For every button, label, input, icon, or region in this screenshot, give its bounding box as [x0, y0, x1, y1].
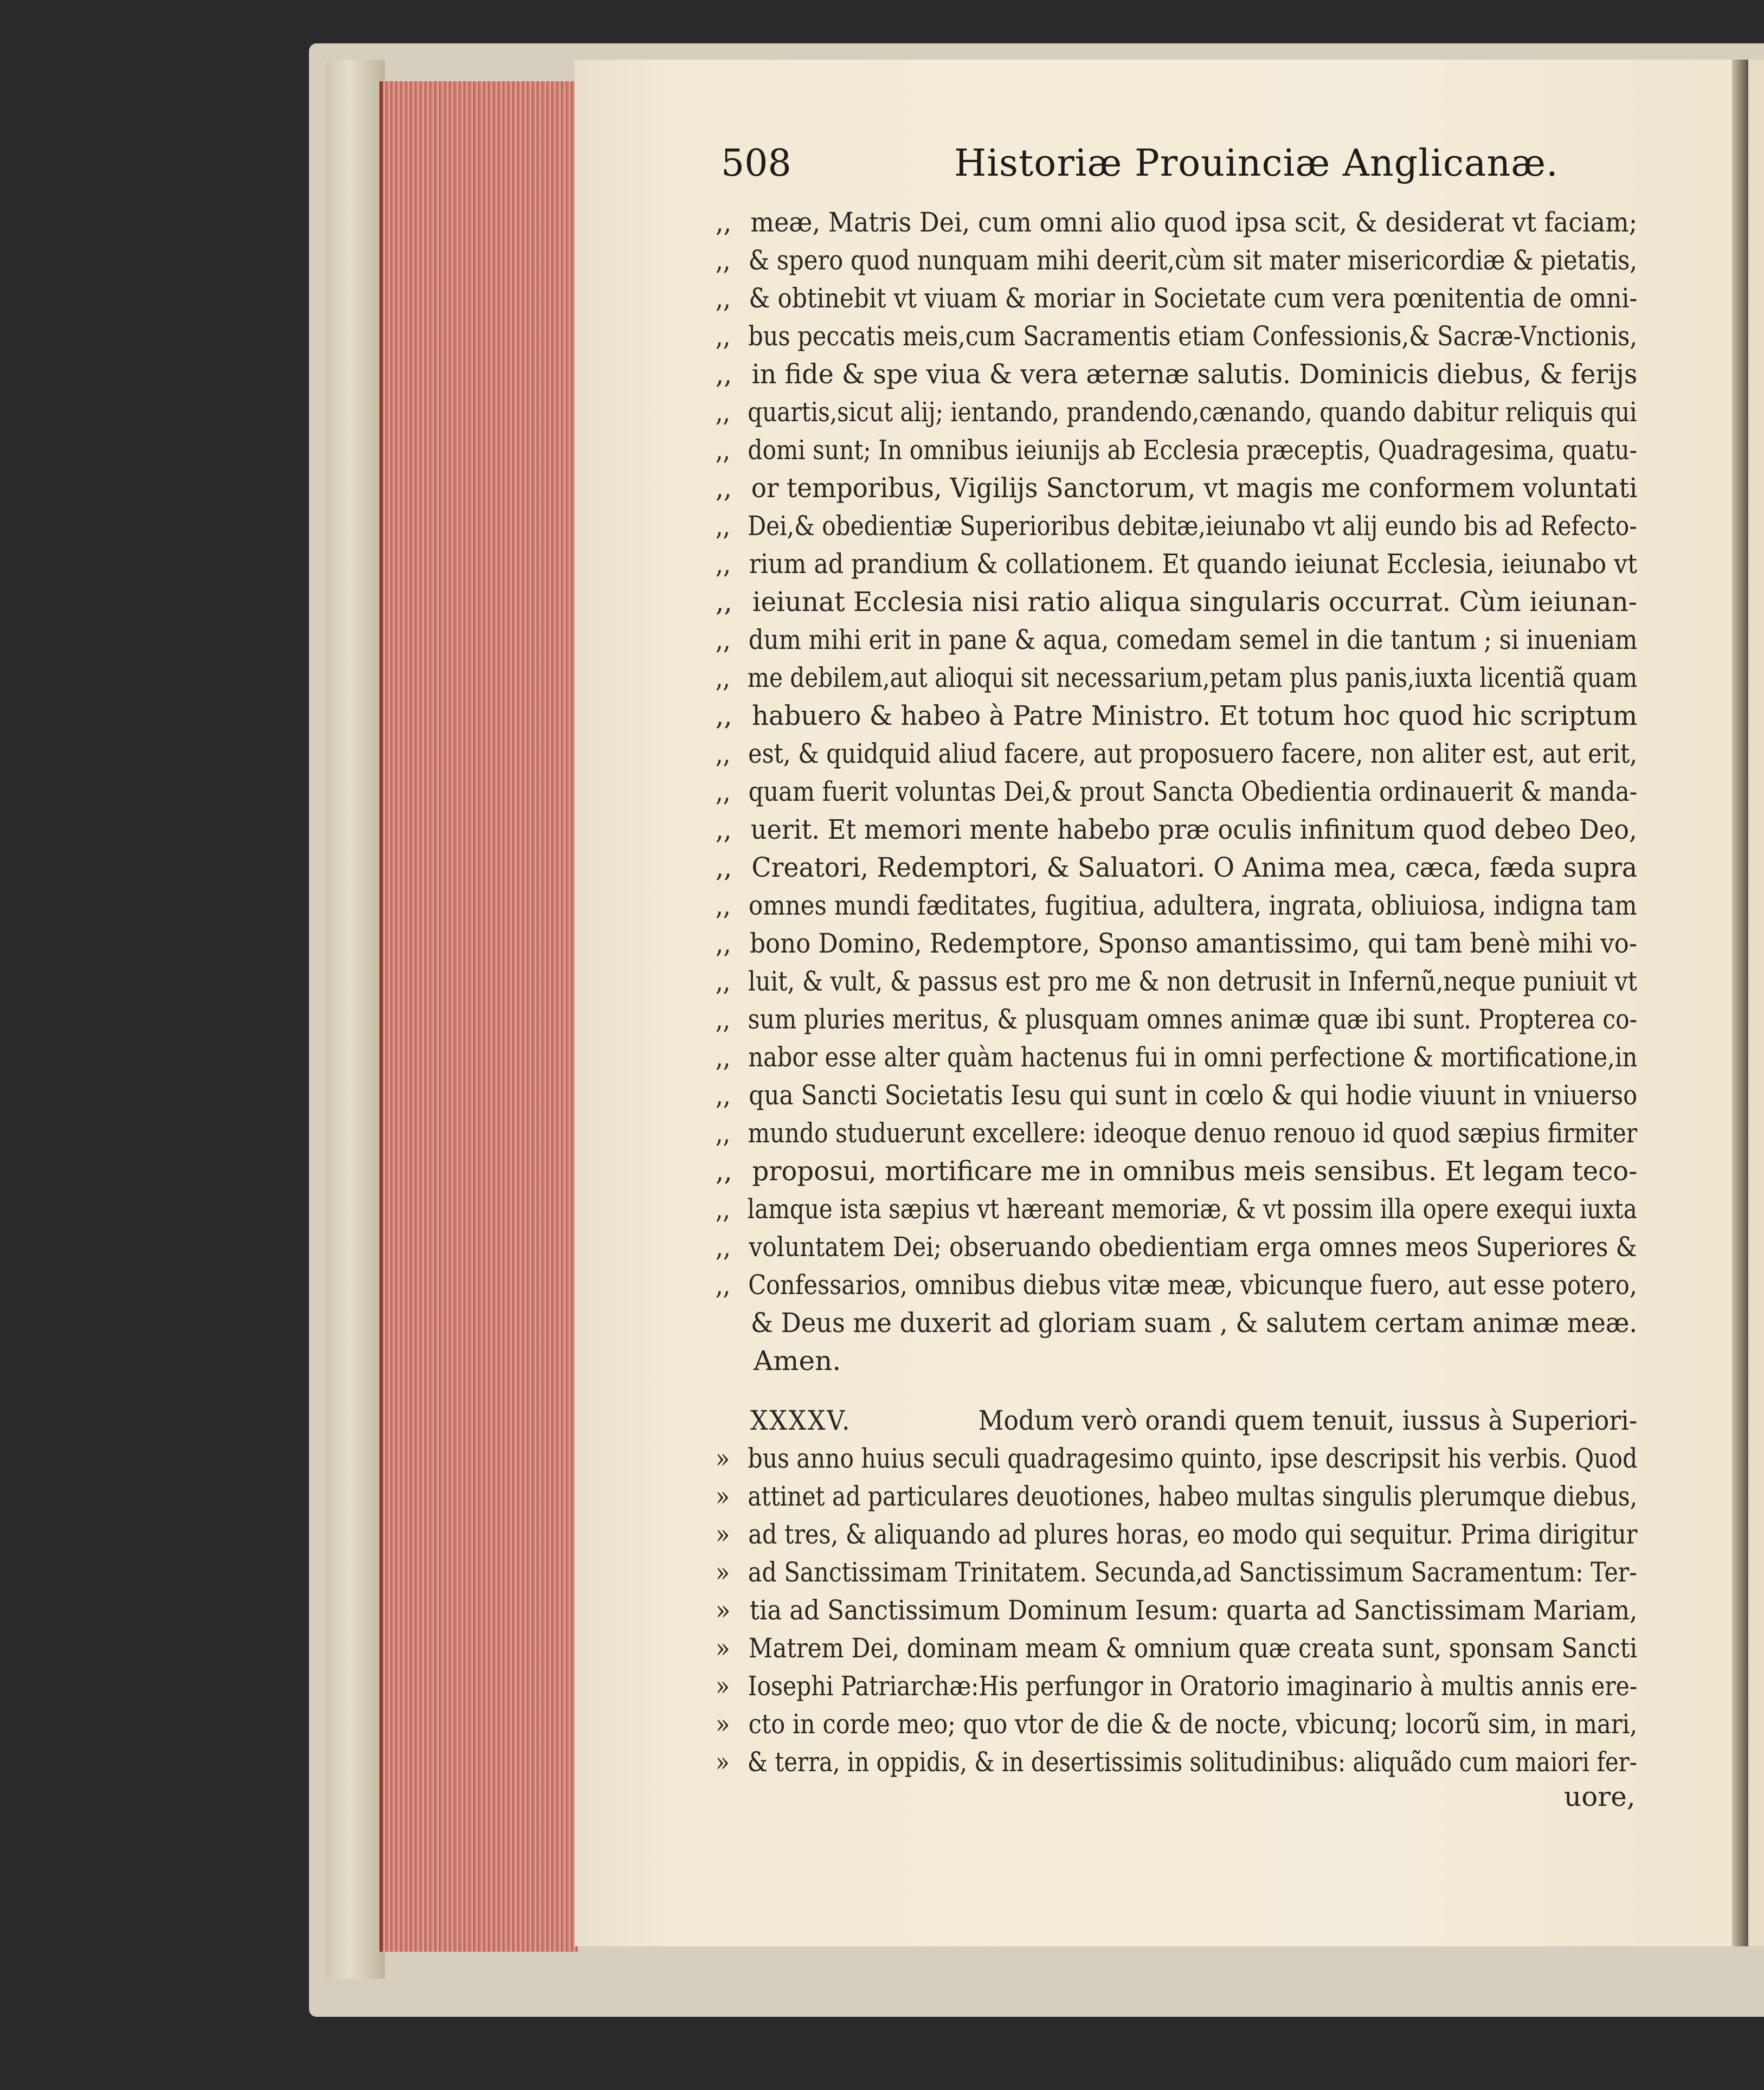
section-heading-line [716, 1401, 1637, 1439]
text-line: ,, voluntatem Dei; obseruando obedientiam erga omnes meos Superiores & [716, 1231, 1637, 1263]
text-line: ,, lamque ista sæpius vt hæreant memoriæ, & vt possim illa opere exequi iuxta [716, 1193, 1637, 1225]
text-line: Amen. [754, 1345, 841, 1377]
text-line: ,, domi sunt; In omnibus ieiunijs ab Ecclesia præceptis, Quadragesima, quatu- [716, 434, 1638, 466]
page-block-edge [379, 81, 578, 1952]
text-line: ,, me debilem,aut alioqui sit necessarium,petam plus panis,iuxta licentiã quam [716, 662, 1638, 693]
book-cover-edge [325, 60, 385, 1979]
page-number: 508 [721, 142, 791, 185]
text-line: ,, meæ, Matris Dei, cum omni alio quod ipsa scit, & desiderat vt faciam; [716, 207, 1638, 238]
text-line: ,, in fide & spe viua & vera æternæ salutis. Dominicis diebus, & ferijs [716, 358, 1638, 390]
text-line: ,, quartis,sicut alij; ientando, prandendo,cænando, quando dabitur reliquis qui [716, 396, 1637, 428]
text-line: ,, or temporibus, Vigilijs Sanctorum, vt magis me conformem voluntati [716, 472, 1638, 504]
book-gutter [1732, 60, 1748, 1946]
text-line: ,, proposui, mortificare me in omnibus meis sensibus. Et legam teco- [716, 1155, 1638, 1187]
text-line: ,, rium ad prandium & collationem. Et quando ieiunat Ecclesia, ieiunabo vt [716, 548, 1637, 580]
text-line: » ad Sanctissimam Trinitatem. Secunda,ad Sanctissimum Sacramentum: Ter- [716, 1557, 1637, 1588]
text-line: ,, quam fuerit voluntas Dei,& prout Sancta Obedientia ordinauerit & manda- [716, 776, 1638, 807]
catchword: uore, [1564, 1781, 1636, 1812]
text-line: ,, uerit. Et memori mente habebo præ oculis infinitum quod debeo Deo, [716, 814, 1637, 845]
text-line: & Deus me duxerit ad gloriam suam , & salutem certam animæ meæ. [750, 1307, 1638, 1339]
text-line: ,, mundo studuerunt excellere: ideoque denuo renouo id quod sæpius firmiter [716, 1117, 1638, 1149]
facing-page-edge [1748, 60, 1764, 1946]
running-title: Historiæ Prouinciæ Anglicanæ. [954, 142, 1559, 185]
text-line: ,, ieiunat Ecclesia nisi ratio aliqua singularis occurrat. Cùm ieiunan- [716, 586, 1638, 618]
text-line: ,, & spero quod nunquam mihi deerit,cùm sit mater misericordiæ & pietatis, [716, 245, 1638, 276]
text-line: » & terra, in oppidis, & in desertissimis solitudinibus: aliquãdo cum maiori fer- [716, 1746, 1637, 1778]
text-line: » Matrem Dei, dominam meam & omnium quæ creata sunt, sponsam Sancti [716, 1632, 1638, 1664]
text-line: » Iosephi Patriarchæ:His perfungor in Oratorio imaginario à multis annis ere- [716, 1670, 1638, 1702]
text-line: ,, & obtinebit vt viuam & moriar in Societate cum vera pœnitentia de omni- [716, 282, 1638, 314]
text-line: » tia ad Sanctissimum Dominum Iesum: quarta ad Sanctissimam Mariam, [716, 1594, 1638, 1626]
text-line: ,, bus peccatis meis,cum Sacramentis etiam Confessionis,& Sacræ-Vnctionis, [716, 320, 1637, 352]
text-line: ,, omnes mundi fæditates, fugitiua, adultera, ingrata, obliuiosa, indigna tam [716, 890, 1637, 921]
text-line: » bus anno huius seculi quadragesimo quinto, ipse descripsit his verbis. Quod [716, 1443, 1638, 1474]
text-line: » ad tres, & aliquando ad plures horas, eo modo qui sequitur. Prima dirigitur [716, 1519, 1638, 1550]
text-line: » attinet ad particulares deuotiones, habeo multas singulis plerumque diebus, [716, 1481, 1638, 1512]
running-header [721, 142, 1621, 191]
text-line: ,, bono Domino, Redemptore, Sponso amantissimo, qui tam benè mihi vo- [716, 928, 1638, 959]
text-line: ,, dum mihi erit in pane & aqua, comedam semel in die tantum ; si inueniam [716, 624, 1638, 655]
text-line: ,, sum pluries meritus, & plusquam omnes animæ quæ ibi sunt. Propterea co- [716, 1004, 1638, 1035]
text-line: ,, Creatori, Redemptori, & Saluatori. O Anima mea, cæca, fæda supra [716, 852, 1638, 883]
text-line: ,, nabor esse alter quàm hactenus fui in omni perfectione & mortificatione,in [716, 1041, 1638, 1073]
text-line: ,, habuero & habeo à Patre Ministro. Et totum hoc quod hic scriptum [716, 700, 1638, 731]
section-first-line: Modum verò orandi quem tenuit, iussus à Superiori- [978, 1405, 1638, 1436]
section-number: XXXXV. [750, 1405, 852, 1436]
text-line: ,, Dei,& obedientiæ Superioribus debitæ,ieiunabo vt alij eundo bis ad Refecto- [716, 510, 1637, 542]
text-line: ,, qua Sancti Societatis Iesu qui sunt in cœlo & qui hodie viuunt in vniuerso [716, 1079, 1638, 1111]
text-line: ,, est, & quidquid aliud facere, aut proposuero facere, non aliter est, aut erit, [716, 738, 1637, 769]
text-line: ,, Confessarios, omnibus diebus vitæ meæ, vbicunque fuero, aut esse potero, [716, 1269, 1637, 1301]
text-line: ,, luit, & vult, & passus est pro me & non detrusit in Infernũ,neque puniuit vt [716, 966, 1638, 997]
text-line: » cto in corde meo; quo vtor de die & de nocte, vbicunq; locorũ sim, in mari, [716, 1708, 1638, 1740]
